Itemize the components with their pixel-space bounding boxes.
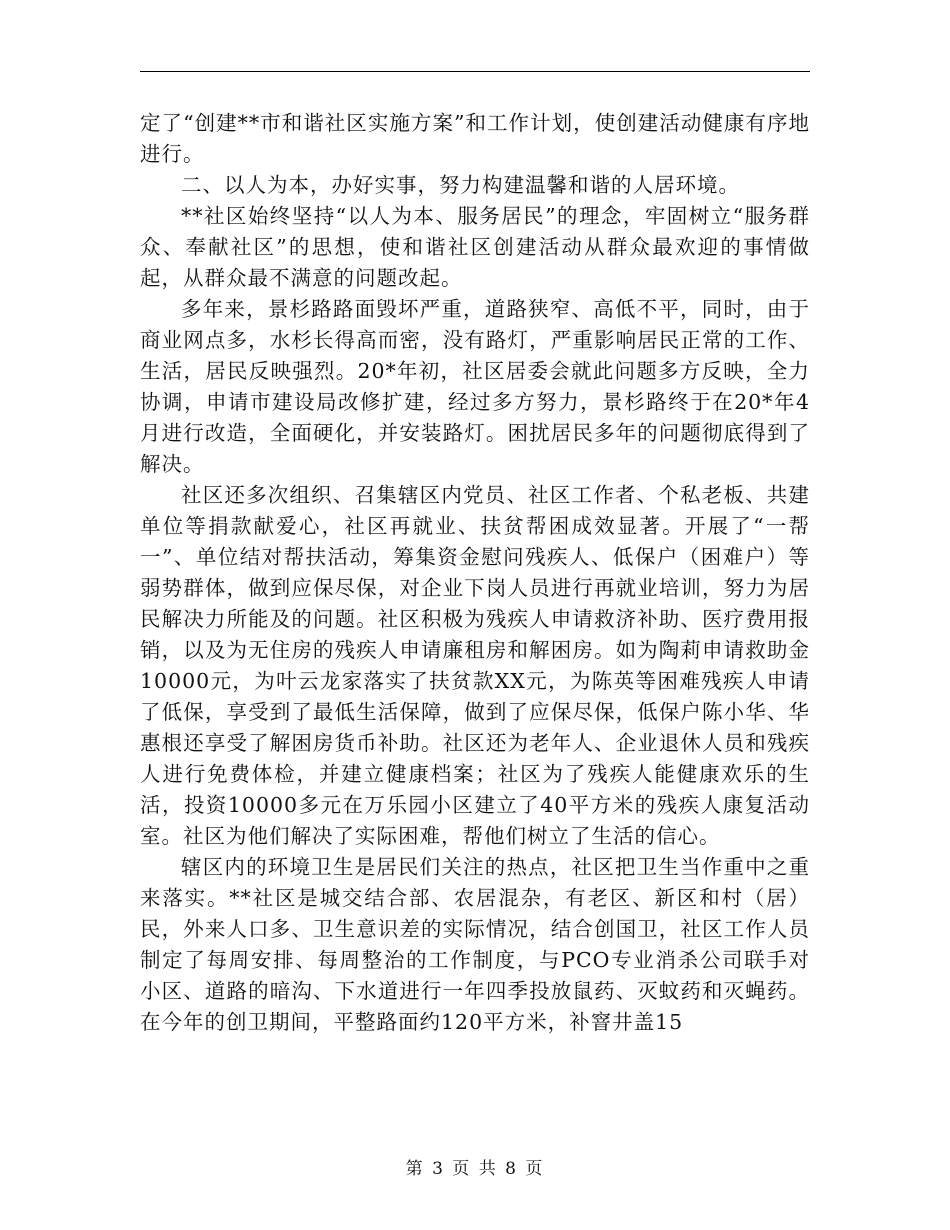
header-rule	[140, 71, 810, 72]
paragraph: 多年来，景杉路路面毁坏严重，道路狭窄、高低不平，同时，由于商业网点多，水杉长得高而密，没有路灯，严重影响居民正常的工作、生活，居民反映强烈。20*年初，社区居委会就此问题多方反映，全力协调，申请市建设局改修扩建，经过多方努力，景杉路终于在20*年4月进行改造，全面硬化，并安装路灯。困扰居民多年的问题彻底得到了解决。	[140, 297, 810, 476]
paragraph: **社区始终坚持“以人为本、服务居民”的理念，牢固树立“服务群众、奉献社区”的思想，使和谐社区创建活动从群众最欢迎的事情做起，从群众最不满意的问题改起。	[140, 204, 810, 290]
document-body	[140, 108, 810, 1038]
paragraph: 二、以人为本，办好实事，努力构建温馨和谐的人居环境。	[181, 173, 740, 197]
paragraph: 辖区内的环境卫生是居民们关注的热点，社区把卫生当作重中之重来落实。**社区是城交结合部、农居混杂，有老区、新区和村（居）民，外来人口多、卫生意识差的实际情况，结合创国卫，社区工作人员制定了每周安排、每周整治的工作制度，与PCO专业消杀公司联手对小区、道路的暗沟、下水道进行一年四季投放鼠药、灭蚊药和灭蝇药。在今年的创卫期间，平整路面约120平方米，补窨井盖15	[140, 855, 810, 1034]
paragraph: 定了“创建**市和谐社区实施方案”和工作计划，使创建活动健康有序地进行。	[140, 111, 810, 166]
paragraph: 社区还多次组织、召集辖区内党员、社区工作者、个私老板、共建单位等捐款献爱心，社区再就业、扶贫帮困成效显著。开展了“一帮一”、单位结对帮扶活动，筹集资金慰问残疾人、低保户（困难户）等弱势群体，做到应保尽保，对企业下岗人员进行再就业培训，努力为居民解决力所能及的问题。社区积极为残疾人申请救济补助、医疗费用报销，以及为无住房的残疾人申请廉租房和解困房。如为陶莉申请救助金10000元，为叶云龙家落实了扶贫款XX元，为陈英等困难残疾人申请了低保，享受到了最低生活保障，做到了应保尽保，低保户陈小华、华惠根还享受了解困房货币补助。社区还为老年人、企业退休人员和残疾人进行免费体检，并建立健康档案；社区为了残疾人能健康欢乐的生活，投资10000多元在万乐园小区建立了40平方米的残疾人康复活动室。社区为他们解决了实际困难，帮他们树立了生活的信心。	[140, 483, 810, 848]
page-number-footer: 第 3 页 共 8 页	[405, 1159, 545, 1179]
